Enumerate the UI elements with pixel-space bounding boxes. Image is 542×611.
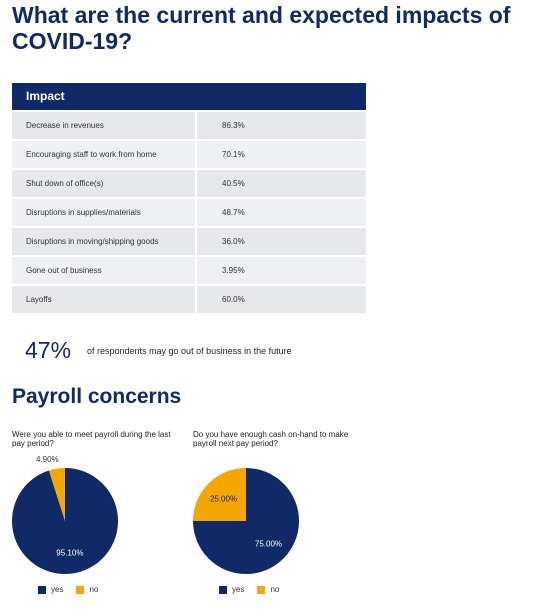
impact-value: 86.3%	[195, 112, 366, 139]
impact-value: 3.95%	[195, 257, 366, 284]
table-row	[12, 170, 366, 197]
table-row	[12, 112, 366, 139]
stat-number: 47%	[25, 337, 72, 363]
business-risk-stat	[25, 337, 292, 364]
legend-swatch-yes	[219, 586, 227, 594]
pie-1-question: Were you able to meet payroll during the last pay period?	[12, 430, 171, 448]
pie-2-legend	[219, 585, 292, 594]
pie-data-label-no: 25.00%	[209, 494, 238, 504]
table-row	[12, 141, 366, 168]
pie-slice-yes	[12, 468, 118, 574]
table-row	[12, 199, 366, 226]
impact-label: Layoffs	[26, 295, 52, 304]
impact-value: 40.5%	[195, 170, 366, 197]
table-row	[12, 286, 366, 313]
impact-label: Disruptions in moving/shipping goods	[26, 237, 159, 246]
legend-label-no: no	[89, 585, 99, 594]
table-row	[12, 228, 366, 255]
table-header: Impact	[12, 83, 366, 110]
legend-label-no: no	[270, 585, 280, 594]
pie-data-label-yes: 95.10%	[56, 548, 84, 558]
impact-label: Shut down of office(s)	[26, 179, 104, 188]
legend-swatch-no	[257, 586, 265, 594]
pie-1-legend	[38, 585, 111, 594]
pie-data-label-yes: 75.00%	[254, 539, 283, 549]
table-row	[12, 257, 366, 284]
impact-value: 48.7%	[195, 199, 366, 226]
section-title: Payroll concerns	[12, 385, 182, 408]
impact-value: 70.1%	[195, 141, 366, 168]
impact-label: Disruptions in supplies/materials	[26, 208, 141, 217]
pie-chart-meet-payroll	[0, 455, 180, 580]
impact-label: Gone out of business	[26, 266, 102, 275]
impact-table	[12, 83, 366, 313]
page-title: What are the current and expected impacts of COVID-19?	[12, 2, 511, 54]
pie-data-label-no: 4.90%	[35, 455, 59, 464]
impact-label: Encouraging staff to work from home	[26, 150, 157, 159]
legend-swatch-yes	[38, 586, 46, 594]
impact-value: 60.0%	[195, 286, 366, 313]
stat-text: of respondents may go out of business in the future	[87, 345, 292, 356]
legend-swatch-no	[76, 586, 84, 594]
legend-label-yes: yes	[232, 585, 245, 594]
legend-label-yes: yes	[51, 585, 64, 594]
pie-2-question: Do you have enough cash on-hand to make payroll next pay period?	[193, 430, 349, 448]
pie-chart-cash-on-hand	[181, 455, 361, 580]
impact-value: 36.0%	[195, 228, 366, 255]
impact-label: Decrease in revenues	[26, 121, 104, 130]
